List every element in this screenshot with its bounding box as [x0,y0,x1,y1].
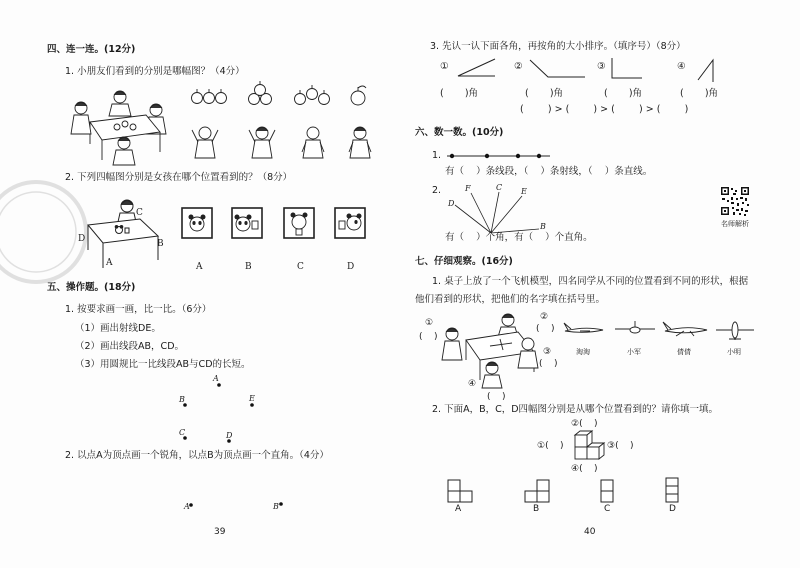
cube-view-b [525,480,549,502]
section-6-heading: 六、数一数。(10分) [415,127,504,138]
cube-view-label-d: D [669,504,676,514]
child-view-1 [192,127,218,158]
table-top [88,219,158,243]
observer-blank-3: ( ) [539,359,558,369]
fruit-view-4 [351,86,366,105]
child-views [192,127,371,158]
airplane-view-1 [564,323,603,332]
airplane-name-3: 倩倩 [677,348,691,356]
section-4-question-1: 1. 小朋友们看到的分别是哪幅图？（4分） [65,66,245,77]
drawing-points-q2 [183,502,283,511]
vertex-label-a: A [184,502,190,511]
section-6-q2-text: 有（ ）个角，有（ ）个直角。 [445,232,593,243]
airplane-view-2 [615,321,655,333]
view-frame-a [182,208,212,238]
view-frame-b [232,208,262,238]
fruit-view-3 [295,85,330,105]
observer-blank-2: ( ) [536,324,555,334]
observer-label-1: ① [425,318,434,328]
page-number-left: 39 [214,527,226,537]
ray-label-d: D [448,199,455,208]
observer-blank-1: ( ) [419,332,438,342]
section-5-question-1: 1. 按要求画一画，比一比。（6分） [65,304,212,315]
observer-label-2: ② [540,312,549,322]
angle-answer-blank-2: ( )角 [525,88,564,99]
panda-toy-icon [115,226,123,234]
view-frame-c [284,208,314,238]
children-around-table-illustration [71,91,166,165]
qr-caption: 名师解析 [721,220,749,228]
child-view-3 [302,127,324,158]
observer-label-3: ③ [543,347,552,357]
airplane-views [564,321,754,340]
drawing-points-q1 [178,374,255,443]
angles-row [458,58,713,82]
cube-views [448,478,678,502]
fruit-views [192,81,367,105]
cube-view-label-a: A [455,504,462,514]
angle-number-2: ② [514,61,523,72]
ray-label-c: C [496,183,503,192]
line-segment-diagram [447,154,550,158]
cube-view-a [448,480,472,502]
framed-views [182,208,365,272]
section-7-q1-line-1: 1. 桌子上放了一个飞机模型，四名同学从不同的位置看到不同的形状，根据 [432,276,749,287]
section-7-heading: 七、仔细观察。(16分) [415,256,513,267]
page-number-right: 40 [584,527,596,537]
angle-answer-blank-1: ( )角 [440,88,479,99]
girl-at-table-diagram [78,200,164,268]
angle-3-right [612,58,642,78]
cube-view-c [601,480,613,502]
airplane-view-3 [663,322,707,336]
cube-view-d [666,478,678,502]
fruit-view-1 [192,89,227,104]
position-label-d: D [78,234,86,244]
angle-4-acute [698,60,713,82]
cube-view-label-c: C [604,504,611,514]
observer-label-4: ④ [468,379,477,389]
plane-observation-illustration [442,314,538,388]
qr-code-icon [720,186,750,216]
cube-position-1: ①( ) [537,441,564,451]
airplane-name-4: 小明 [727,348,741,356]
view-label-c: C [297,262,304,272]
angle-number-3: ③ [597,61,606,72]
child-back [109,91,131,116]
child-position-1 [442,328,462,360]
airplane-name-1: 淘淘 [576,348,590,356]
vertex-label-b: B [273,502,279,511]
rays-diagram [447,183,546,233]
angle-number-4: ④ [677,61,686,72]
section-4-heading: 四、连一连。(12分) [47,44,136,55]
point-label-d: D [226,431,233,440]
cube-position-3: ③( ) [607,441,634,451]
view-label-a: A [196,262,203,272]
section-6-q1-number: 1. [432,150,442,161]
angle-answer-blank-4: ( )角 [680,88,719,99]
girl [118,200,136,222]
stamp-watermark [0,182,86,282]
ray-label-b: B [540,222,546,231]
cube-position-4: ④( ) [571,464,598,474]
section-5-q1-item-2: （2）画出线段AB，CD。 [75,341,185,352]
point-label-b: B [179,395,185,404]
section-5-question-3: 3. 先认一认下面各角，再按角的大小排序。（填序号）（8分） [430,41,686,52]
position-label-c: C [136,208,143,218]
child-left [71,102,91,134]
section-5-q1-item-3: （3）用圆规比一比线段AB与CD的长短。 [75,359,251,370]
position-label-a: A [106,258,113,268]
section-5-q1-item-1: （1）画出射线DE。 [75,323,161,334]
table-top [90,115,160,140]
section-6-q2-number: 2. [432,185,442,196]
child-view-4 [349,127,371,158]
angle-number-1: ① [440,61,449,72]
airplane-name-2: 小军 [627,348,641,356]
angle-1-acute [458,59,495,76]
cube-position-2: ②( ) [571,419,598,429]
view-label-d: D [347,262,355,272]
cube-view-label-b: B [533,504,540,514]
angle-2-obtuse [530,60,585,77]
section-6-q1-text: 有（ ）条线段，（ ）条射线，（ ）条直线。 [445,166,653,177]
section-5-question-2: 2. 以点A为顶点画一个锐角，以点B为顶点画一个直角。（4分） [65,450,329,461]
child-view-2 [249,127,275,158]
point-label-a: A [213,374,219,383]
point-label-e: E [249,394,255,403]
observer-blank-4: ( ) [487,392,506,402]
position-label-b: B [157,239,164,249]
section-4-question-2: 2. 下列四幅图分别是女孩在哪个位置看到的？（8分） [65,172,293,183]
angle-answer-blank-3: ( )角 [604,88,643,99]
section-7-question-2: 2. 下面A，B，C，D四幅图分别是从哪个位置看到的？请你填一填。 [432,404,719,415]
child-position-4 [482,362,502,388]
child-front [113,137,135,165]
fruit-view-2 [249,81,272,105]
section-5-heading: 五、操作题。(18分) [47,282,136,293]
view-label-b: B [245,262,252,272]
ray-label-f: F [465,184,471,193]
angle-order-row: ( ) > ( ) > ( ) > ( ) [520,104,689,115]
cup-icon [125,228,129,233]
airplane-view-4 [716,322,754,340]
section-7-q1-line-2: 他们看到的形状，把他们的名字填在括号里。 [415,294,606,305]
view-frame-d [335,208,365,238]
point-label-c: C [179,428,186,437]
ray-label-e: E [521,187,527,196]
cube-stack-diagram [575,431,604,459]
